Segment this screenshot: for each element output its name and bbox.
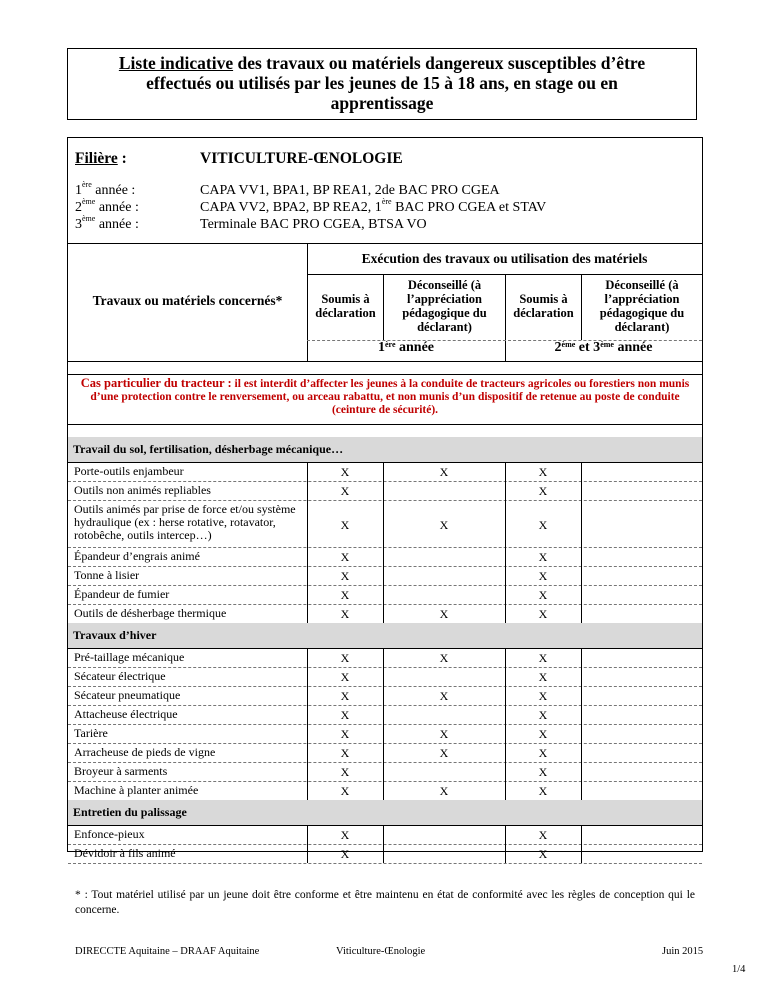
filiere-value: VITICULTURE-ŒNOLOGIE [200, 150, 403, 167]
divider [68, 500, 702, 501]
divider [581, 500, 582, 547]
row-label: Machine à planter animée [74, 783, 199, 797]
year-label: 1ère année : [75, 180, 136, 198]
row-mark: X [538, 518, 548, 532]
year-23-header: 2ème et 3ème année [554, 340, 653, 355]
divider [581, 762, 582, 781]
divider [68, 243, 702, 244]
divider [68, 547, 702, 548]
divider [307, 604, 308, 623]
divider [581, 462, 582, 481]
divider [581, 566, 582, 585]
column-header-soumis-23: Soumis à déclaration [513, 292, 574, 320]
divider [383, 762, 384, 781]
divider [581, 547, 582, 566]
row-mark: X [538, 765, 548, 779]
divider [581, 844, 582, 863]
row-mark: X [538, 689, 548, 703]
divider [383, 648, 384, 667]
divider [383, 844, 384, 863]
row-label: Outils non animés repliables [74, 483, 211, 497]
divider [68, 686, 702, 687]
divider [383, 781, 384, 800]
row-mark: X [538, 784, 548, 798]
divider [68, 667, 702, 668]
row-mark: X [439, 727, 449, 741]
divider [505, 547, 506, 566]
footer-center: Viticulture-Œnologie [336, 946, 426, 957]
row-mark: X [340, 765, 350, 779]
row-mark: X [340, 746, 350, 760]
filiere-label: Filière : [75, 150, 127, 167]
divider [383, 743, 384, 762]
row-mark: X [538, 550, 548, 564]
divider [68, 361, 702, 362]
divider [505, 585, 506, 604]
row-mark: X [439, 746, 449, 760]
divider [505, 604, 506, 623]
divider [581, 724, 582, 743]
divider [68, 462, 702, 463]
row-mark: X [538, 588, 548, 602]
divider [383, 566, 384, 585]
divider [383, 724, 384, 743]
year-programs: Terminale BAC PRO CGEA, BTSA VO [200, 217, 427, 232]
divider [307, 648, 308, 667]
divider [383, 462, 384, 481]
divider [505, 724, 506, 743]
row-label: Épandeur de fumier [74, 587, 170, 601]
row-mark: X [340, 518, 350, 532]
row-mark: X [538, 847, 548, 861]
row-label: Enfonce-pieux [74, 827, 145, 841]
divider [307, 500, 308, 547]
row-mark: X [340, 784, 350, 798]
divider [307, 724, 308, 743]
row-mark: X [340, 465, 350, 479]
row-mark: X [538, 828, 548, 842]
row-label: Sécateur électrique [74, 669, 166, 683]
row-mark: X [340, 588, 350, 602]
divider [581, 648, 582, 667]
divider [505, 825, 506, 844]
row-mark: X [439, 465, 449, 479]
column-header-deconseille-1: Déconseillé (à l’appréciation pédagogique du déclarant) [402, 278, 487, 334]
title-line3: apprentissage [330, 93, 434, 113]
row-mark: X [340, 708, 350, 722]
divider [383, 604, 384, 623]
row-mark: X [340, 484, 350, 498]
row-mark: X [538, 484, 548, 498]
divider [505, 781, 506, 800]
divider [68, 705, 702, 706]
divider [307, 585, 308, 604]
row-mark: X [340, 670, 350, 684]
divider [68, 781, 702, 782]
divider [68, 743, 702, 744]
row-mark: X [538, 708, 548, 722]
column-header-deconseille-23: Déconseillé (à l’appréciation pédagogique du déclarant) [599, 278, 685, 334]
row-label: Attacheuse électrique [74, 707, 178, 721]
row-label: Outils animés par prise de force et/ou système hydraulique (ex : herse rotative, rotavator, rotobêche, outils intercep…) [74, 502, 296, 542]
divider [307, 825, 308, 844]
divider [505, 566, 506, 585]
divider [383, 585, 384, 604]
row-mark: X [340, 727, 350, 741]
year-label: 3ème année : [75, 214, 139, 232]
year-1-header: 1ère année [377, 340, 434, 355]
section-header: Travaux d’hiver [68, 623, 702, 648]
divider [68, 585, 702, 586]
divider [383, 481, 384, 500]
divider [68, 424, 702, 425]
year-programs: CAPA VV1, BPA1, BP REA1, 2de BAC PRO CGEA [200, 183, 500, 198]
divider [307, 743, 308, 762]
divider [307, 566, 308, 585]
divider [68, 863, 702, 864]
divider [68, 648, 702, 649]
divider [307, 667, 308, 686]
row-mark: X [340, 651, 350, 665]
divider [383, 667, 384, 686]
row-label: Porte-outils enjambeur [74, 464, 184, 478]
row-mark: X [439, 607, 449, 621]
divider [505, 500, 506, 547]
row-label: Tarière [74, 726, 108, 740]
divider [68, 566, 702, 567]
row-label: Pré-taillage mécanique [74, 650, 185, 664]
divider [307, 481, 308, 500]
row-mark: X [538, 670, 548, 684]
exec-header: Exécution des travaux ou utilisation des matériels [361, 251, 648, 266]
divider [505, 462, 506, 481]
divider [581, 585, 582, 604]
divider [68, 844, 702, 845]
divider [68, 762, 702, 763]
divider [581, 705, 582, 724]
row-mark: X [439, 784, 449, 798]
row-mark: X [340, 550, 350, 564]
title-line2: effectués ou utilisés par les jeunes de 15 à 18 ans, en stage ou en [146, 73, 618, 93]
divider [307, 762, 308, 781]
row-mark: X [538, 465, 548, 479]
divider [307, 844, 308, 863]
row-mark: X [538, 569, 548, 583]
divider [68, 481, 702, 482]
divider [68, 825, 702, 826]
row-mark: X [340, 607, 350, 621]
tracteur-warning: Cas particulier du tracteur : il est interdit d’affecter les jeunes à la conduite de tracteurs agricoles ou forestiers non munis d’une protection contre le renversement, ou arceau rabattu, et non munis d’un dispositif de retenue au poste de conduite (ceinture de sécurité). [80, 376, 690, 416]
divider [581, 825, 582, 844]
divider [505, 686, 506, 705]
divider [581, 743, 582, 762]
section-header: Travail du sol, fertilisation, désherbage mécanique… [68, 437, 702, 462]
row-mark: X [538, 746, 548, 760]
row-label: Épandeur d’engrais animé [74, 549, 200, 563]
divider [581, 604, 582, 623]
row-label: Arracheuse de pieds de vigne [74, 745, 216, 759]
divider [383, 500, 384, 547]
divider [383, 686, 384, 705]
divider [581, 781, 582, 800]
row-mark: X [340, 569, 350, 583]
year-programs: CAPA VV2, BPA2, BP REA2, 1ère BAC PRO CGEA et STAV [200, 197, 547, 215]
row-label: Sécateur pneumatique [74, 688, 181, 702]
footer-left: DIRECCTE Aquitaine – DRAAF Aquitaine [75, 946, 260, 957]
divider [307, 705, 308, 724]
row-mark: X [538, 607, 548, 621]
divider [307, 462, 308, 481]
page-number: 1/4 [732, 964, 746, 975]
divider [383, 825, 384, 844]
row-mark: X [439, 518, 449, 532]
divider [581, 667, 582, 686]
footnote: * : Tout matériel utilisé par un jeune doit être conforme et être maintenu en état de conformité avec les règles de conception qui le concerne. [75, 889, 695, 916]
row-label: Outils de désherbage thermique [74, 606, 227, 620]
footer-right: Juin 2015 [662, 946, 704, 957]
divider [68, 724, 702, 725]
row-label: Dévidoir à fils animé [74, 846, 176, 860]
document-title [67, 48, 697, 120]
divider [581, 481, 582, 500]
year-label: 2ème année : [75, 197, 139, 215]
row-mark: X [340, 847, 350, 861]
divider [505, 481, 506, 500]
divider [505, 705, 506, 724]
divider [581, 686, 582, 705]
divider [383, 547, 384, 566]
row-mark: X [340, 828, 350, 842]
title-underlined: Liste indicative [118, 53, 234, 73]
section-header: Entretien du palissage [68, 800, 702, 825]
divider [505, 667, 506, 686]
column-header-materials: Travaux ou matériels concernés* [92, 293, 283, 308]
row-label: Broyeur à sarments [74, 764, 168, 778]
row-mark: X [538, 651, 548, 665]
row-mark: X [439, 689, 449, 703]
divider [68, 374, 702, 375]
row-label: Tonne à lisier [74, 568, 140, 582]
divider [68, 604, 702, 605]
divider [307, 781, 308, 800]
divider [307, 547, 308, 566]
divider [505, 762, 506, 781]
column-header-soumis-1: Soumis à déclaration [315, 292, 376, 320]
divider [307, 686, 308, 705]
divider [505, 743, 506, 762]
title-line1: des travaux ou matériels dangereux susceptibles d’être [233, 53, 646, 73]
divider [505, 648, 506, 667]
row-mark: X [439, 651, 449, 665]
divider [383, 705, 384, 724]
divider [505, 844, 506, 863]
row-mark: X [538, 727, 548, 741]
row-mark: X [340, 689, 350, 703]
